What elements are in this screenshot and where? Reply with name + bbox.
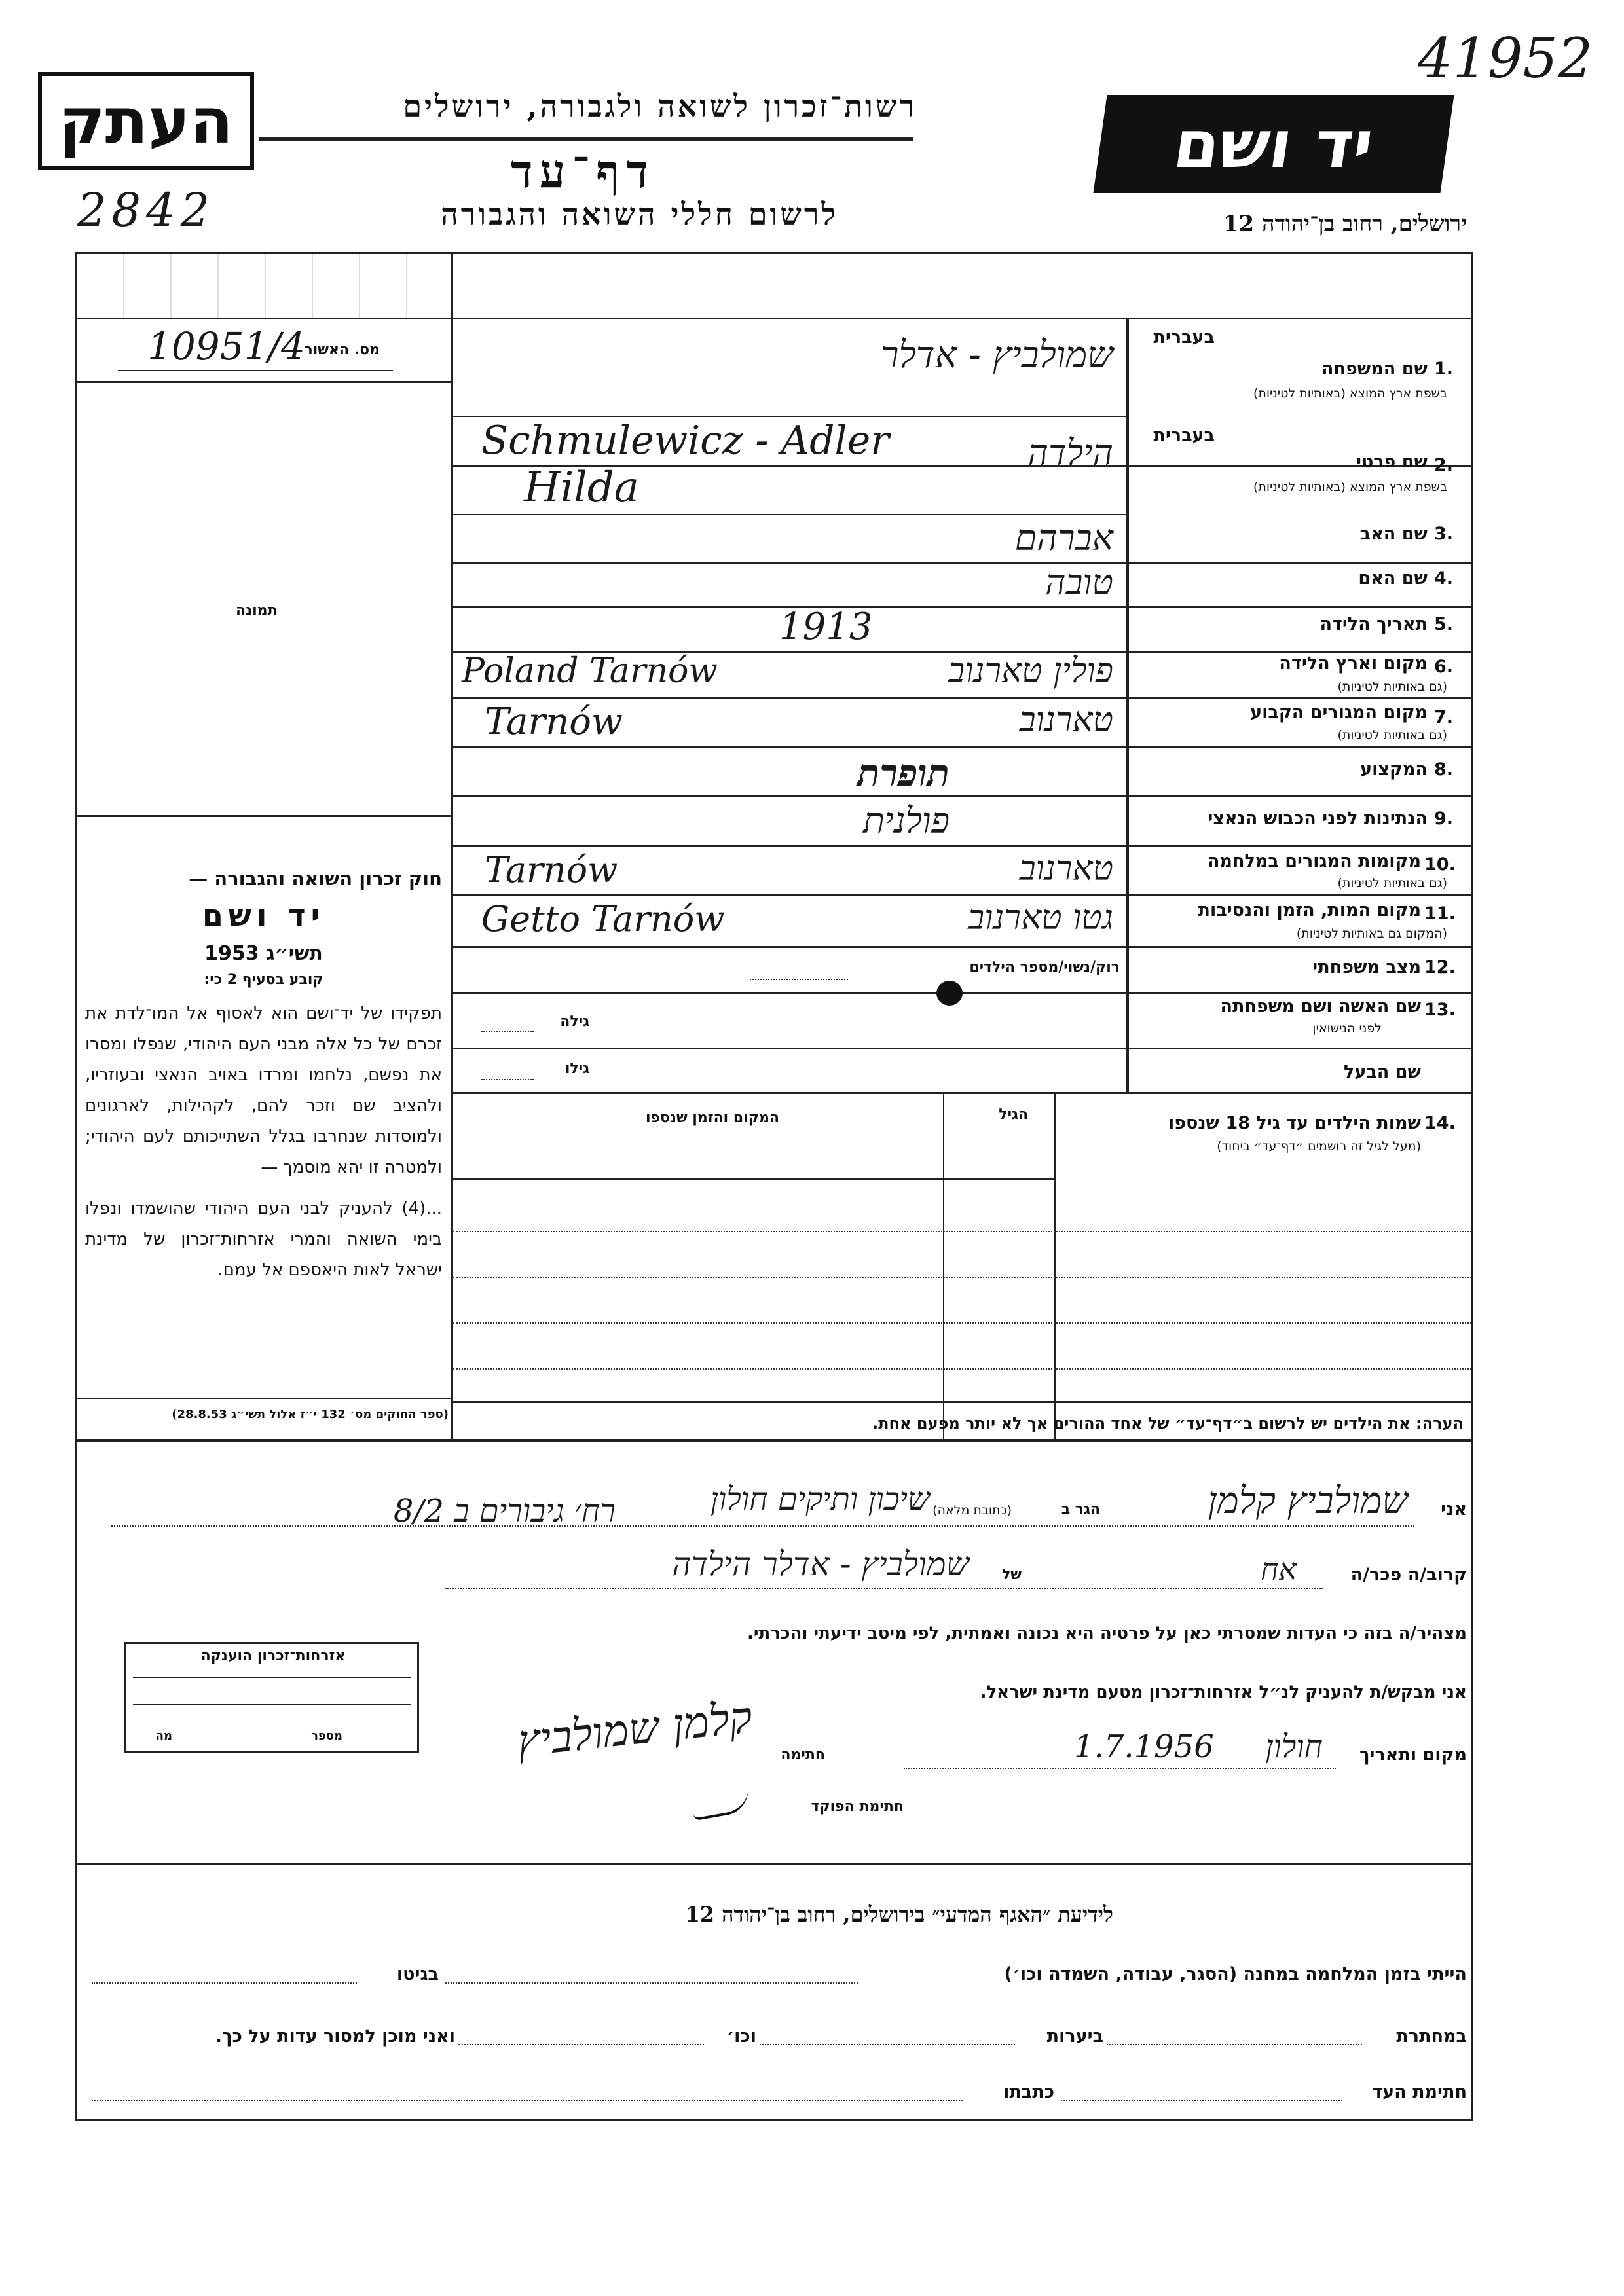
- cert-label: מס. האשור: [304, 342, 380, 358]
- row4-label: שם האם: [1358, 568, 1428, 589]
- row6-latin-value: Poland Tarnów: [462, 651, 718, 691]
- law-year: תשי״ג 1953: [204, 942, 323, 965]
- footer-line1-dots2: [92, 1982, 357, 1984]
- footer-title: לידיעת ״האגף המדעי״ בירושלים, רחוב בן־יהודה 12: [685, 1902, 1113, 1927]
- row10-label: מקומות המגורים במלחמה: [1207, 851, 1421, 871]
- decl-relative: קרוב/ה פכר/ה: [1350, 1565, 1467, 1585]
- children-col-divider-2: [943, 1092, 944, 1439]
- law-section: קובע בסעיף 2 כי:: [204, 972, 323, 988]
- footer-line3-dots-b: [92, 2100, 963, 2101]
- note-text: הערה: את הילדים יש לרשום ב״דף־עד״ של אחד ההורים אך לא יותר מפעם אחת.: [872, 1414, 1464, 1432]
- copy-stamp: [38, 72, 254, 170]
- citizenship-date-label: מה: [155, 1729, 172, 1743]
- decl-place-line: [904, 1768, 1336, 1769]
- left-column-divider: [451, 254, 453, 1439]
- row-line-15: [453, 1092, 1471, 1094]
- children-col-divider-1: [1054, 1092, 1056, 1439]
- row1-hebrew-value: שמולביץ - אדלר: [881, 334, 1113, 376]
- form-subtitle: לרשום חללי השואה והגבורה: [441, 196, 838, 232]
- decl-place-label: מקום ותאריך: [1359, 1745, 1467, 1765]
- row1-lang: בעברית: [1153, 327, 1215, 348]
- children-num: 14.: [1424, 1113, 1456, 1133]
- row13-label: שם האשה ושם משפחתה: [1220, 996, 1421, 1017]
- row7-latin-value: Tarnów: [485, 701, 623, 743]
- yad-vashem-logo: [1093, 95, 1454, 193]
- row11-value: גטו טארנוב: [968, 898, 1113, 938]
- row2-num: 2.: [1434, 455, 1454, 475]
- law-block: [85, 867, 442, 1286]
- citizenship-line-1: [133, 1677, 411, 1678]
- row5-value: 1913: [779, 606, 873, 648]
- decl-address: שיכון ותיקים חולון: [710, 1481, 930, 1518]
- row4-value: טובה: [1044, 562, 1113, 603]
- husband-age-label: גילו: [564, 1061, 589, 1077]
- footer-line2-c: וכו׳: [726, 2026, 756, 2047]
- children-label: שמות הילדים עד גיל 18 שנספו: [1168, 1113, 1421, 1133]
- citizenship-line-2: [133, 1704, 411, 1705]
- top-strip-line: [75, 318, 1473, 319]
- row9-value: פולנית: [862, 800, 950, 841]
- row7-sub: (גם באותיות לטיניות): [1337, 728, 1447, 742]
- authority-underline: [259, 137, 913, 141]
- row-line-8: [453, 746, 1471, 748]
- footer-line3-a: חתימת העד: [1372, 2082, 1467, 2102]
- corner-number: 41952: [1418, 26, 1593, 90]
- row8-value: תופרת: [857, 752, 950, 795]
- children-bottom-line: [453, 1401, 1471, 1403]
- footer-divider: [75, 1863, 1473, 1865]
- row10-num: 10.: [1424, 854, 1456, 875]
- citizenship-number-label: מספר: [311, 1729, 342, 1743]
- row13-age-label: גילה: [560, 1013, 589, 1030]
- row1-num: 1.: [1434, 359, 1454, 379]
- law-source-line: [77, 1398, 451, 1399]
- law-para2: ...(4) להעניק לבני העם היהודי שהושמדו ונפלו בימי השואה והמרי אזרחות־זכרון של מדינת ישראל לאות היאספם אל עמם.: [85, 1199, 442, 1280]
- row11-num: 11.: [1424, 903, 1456, 924]
- address-line: ירושלים, רחוב בן־יהודה 12: [1223, 211, 1467, 237]
- label-column-divider: [1126, 319, 1129, 1092]
- decl-officer-label: חתימת הפוקד: [811, 1798, 904, 1815]
- row2-lang: בעברית: [1153, 426, 1215, 446]
- row3-label: שם האב: [1359, 524, 1428, 544]
- children-header-line: [453, 1178, 1054, 1180]
- decl-signature-label: חתימה: [781, 1747, 825, 1763]
- row9-label: הנתינות לפני הכבוש הנאצי: [1208, 809, 1428, 829]
- row2-latin-value: Hilda: [524, 464, 639, 512]
- cert-line: [118, 370, 393, 371]
- row-line-7: [453, 697, 1471, 699]
- law-source: (ספר החוקים מס׳ 132 י״ז אלול תשי״ג 28.8.53): [172, 1408, 449, 1421]
- row12-num: 12.: [1424, 957, 1456, 977]
- row7-value: טארנוב: [1019, 701, 1113, 740]
- row7-num: 7.: [1434, 707, 1454, 727]
- row4-num: 4.: [1434, 568, 1454, 589]
- decl-address-line: [111, 1525, 1414, 1527]
- decl-statement: מצהיר/ה בזה כי העדות שמסרתי כאן על פרטיה היא נכונה ואמתית, לפי מיטב ידיעתי והכרתי.: [747, 1624, 1467, 1643]
- row6-value: פולין טארנוב: [948, 651, 1113, 691]
- row-line-14: [453, 1048, 1471, 1049]
- row6-sub: (גם באותיות לטיניות): [1337, 680, 1447, 694]
- footer-line2-a: במחתרת: [1396, 2026, 1467, 2047]
- row3-num: 3.: [1434, 524, 1454, 544]
- row9-num: 9.: [1434, 809, 1454, 829]
- citizenship-box: [124, 1642, 419, 1753]
- law-title: חוק זכרון השואה והגבורה —: [189, 867, 442, 890]
- photo-bottom-line: [77, 815, 451, 817]
- ink-blot: [936, 981, 963, 1006]
- row13-num: 13.: [1424, 1000, 1456, 1020]
- decl-of: של: [1002, 1567, 1022, 1583]
- copy-stamp-text: העתק: [58, 84, 234, 158]
- decl-ani: אני: [1441, 1499, 1467, 1520]
- row12-label: מצב משפחתי: [1312, 957, 1421, 977]
- children-col-age: הגיל: [999, 1106, 1028, 1123]
- footer-line2-dots-b: [760, 2044, 1015, 2045]
- row5-label: תאריך הלידה: [1320, 614, 1428, 634]
- husband-age-line: [481, 1079, 534, 1080]
- photo-top-line: [77, 381, 451, 383]
- row1-latin-value: Schmulewicz - Adler: [481, 418, 889, 464]
- decl-of-name: שמולביץ - אדלר הילדה: [672, 1545, 969, 1583]
- row2-hebrew-value: הילדה: [1027, 432, 1113, 473]
- footer-line3-dots-a: [1061, 2100, 1342, 2101]
- cert-value: 10951/4: [147, 324, 305, 369]
- footer-line2-dots-c: [458, 2044, 704, 2045]
- decl-request: אני מבקש/ת להעניק לנ״ל אזרחות־זכרון מטעם מדינת ישראל.: [980, 1683, 1467, 1702]
- logo-text: יד ושם: [1169, 105, 1378, 183]
- row10-value: טארנוב: [1019, 849, 1113, 888]
- row2-label: שם פרטי: [1356, 452, 1428, 472]
- children-col-place: המקום והזמן שנספו: [646, 1110, 779, 1126]
- children-row-1: [453, 1231, 1471, 1232]
- footer-line1-dots: [445, 1982, 858, 1984]
- row6-label: מקום וארץ הלידה: [1279, 653, 1428, 674]
- row10-latin-value: Tarnów: [485, 849, 618, 890]
- footer-line1: הייתי בזמן המלחמה במחנה (הסגר, עבודה, השמדה וכו׳): [1004, 1964, 1467, 1984]
- row-line-1: [453, 416, 1126, 417]
- stamp-number: 2842: [77, 183, 215, 237]
- decl-place: חולון: [1265, 1728, 1323, 1765]
- row13-age-line: [481, 1031, 534, 1032]
- row8-label: המקצוע: [1360, 759, 1428, 780]
- row13-sub: לפני הנישואין: [1312, 1021, 1382, 1036]
- law-name: יד ושם: [202, 898, 325, 933]
- husband-label: שם הבעל: [1343, 1062, 1421, 1082]
- row11-latin-value: Getto Tarnów: [481, 898, 725, 939]
- row8-num: 8.: [1434, 759, 1454, 780]
- children-row-2: [453, 1277, 1471, 1278]
- children-row-3: [453, 1322, 1471, 1324]
- form-title: דף־עד: [510, 144, 655, 198]
- row-line-12: [453, 946, 1471, 948]
- decl-date: 1.7.1956: [1074, 1728, 1214, 1765]
- footer-line1-end: בגיטו: [396, 1964, 439, 1984]
- footer-line3-b: כתבתו: [1003, 2082, 1054, 2102]
- decl-of-line: [445, 1588, 1323, 1589]
- decl-resides: הגר ב: [1061, 1501, 1100, 1518]
- footer-line2-b: ביערות: [1046, 2026, 1103, 2047]
- row-line-9: [453, 795, 1471, 797]
- law-para1: תפקידו של יד־ושם הוא לאסוף אל המו־לדת את זכרם של כל אלה מבני העם היהודי, שנפלו ומסרו את נפשם, נלחמו ומרדו באויב הנאצי ובעוזריו, ולהציב שם וזכר להם, לקהילות, לארגונים ולמוסדות שנחרבו בגלל השתייכותם לעם היהודי; ולמטרה זו יהא מוסמך —: [85, 1004, 442, 1177]
- row-line-3: [453, 514, 1126, 515]
- decl-relation: אח: [1261, 1552, 1297, 1587]
- decl-name: שמולביץ קלמן: [1208, 1480, 1408, 1522]
- children-row-4: [453, 1368, 1471, 1370]
- children-sub: (מעל לגיל זה רושמים ״דף־עד״ ביחוד): [1217, 1139, 1421, 1154]
- row12-children-line: [750, 979, 848, 980]
- row7-label: מקום המגורים הקבוע: [1250, 702, 1428, 723]
- citizenship-title: אזרחות־זכרון הוענקה: [200, 1648, 346, 1664]
- footer-line2-dots-a: [1107, 2044, 1362, 2045]
- row10-sub: (גם באותיות לטיניות): [1337, 876, 1447, 890]
- top-strip: [77, 254, 451, 318]
- decl-address-hint: (כתובת מלאה): [932, 1503, 1012, 1518]
- row12-value: רוק/נשוי/מספר הילדים: [969, 959, 1120, 975]
- authority-line: רשות־זכרון לשואה ולגבורה, ירושלים: [403, 88, 917, 124]
- row11-sub: (המקום גם באותיות לטיניות): [1296, 926, 1447, 941]
- row5-num: 5.: [1434, 614, 1454, 634]
- decl-address2: רח׳ גיבורים ב 8/2: [393, 1493, 616, 1529]
- row3-value: אברהם: [1014, 517, 1113, 558]
- row6-num: 6.: [1434, 657, 1454, 677]
- row1-label: שם המשפחה: [1321, 359, 1428, 379]
- row11-label: מקום המות, הזמן והנסיבות: [1198, 900, 1421, 920]
- decl-signature: קלמן שמולביץ: [515, 1692, 755, 1767]
- row-line-5: [453, 606, 1471, 608]
- footer-line2-d: ואני מוכן למסור עדות על כך.: [215, 2026, 455, 2047]
- row1-sub: בשפת ארץ המוצא (באותיות לטיניות): [1253, 386, 1447, 401]
- row-line-11: [453, 894, 1471, 896]
- row-line-10: [453, 845, 1471, 847]
- photo-label: תמונה: [236, 602, 278, 619]
- note-bottom-line: [75, 1439, 1473, 1442]
- row2-sub: בשפת ארץ המוצא (באותיות לטיניות): [1253, 480, 1447, 494]
